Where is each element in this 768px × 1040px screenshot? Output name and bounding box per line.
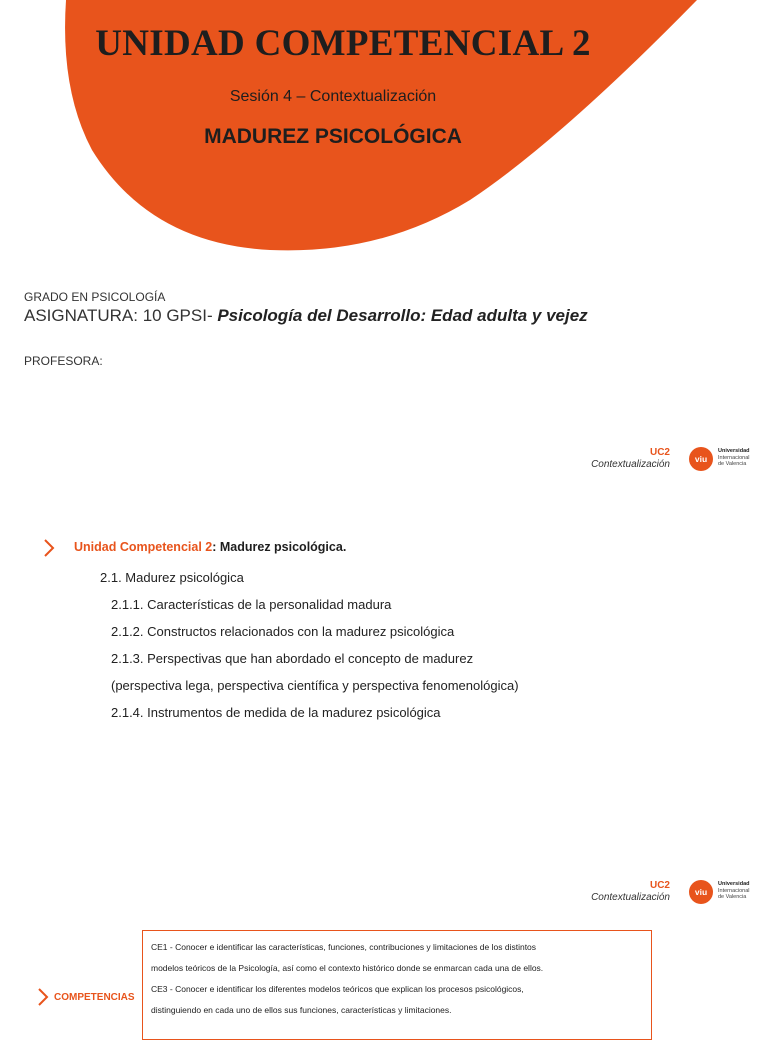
subject-course: Psicología del Desarrollo: Edad adulta y vejez <box>217 306 588 325</box>
contents-heading-title: : Madurez psicológica. <box>212 540 347 554</box>
logo-line-3: de Valencia <box>718 894 747 900</box>
slide-section: Contextualización <box>591 892 670 903</box>
logo-line-1: Universidad <box>718 881 750 887</box>
logo-line-1: Universidad <box>718 448 750 454</box>
slide-header <box>591 880 670 903</box>
contents-slide <box>0 430 768 850</box>
subject-prefix: ASIGNATURA: 10 GPSI- <box>24 306 218 325</box>
topic-title: MADUREZ PSICOLÓGICA <box>204 125 462 148</box>
competencia-line: modelos teóricos de la Psicología, así como el contexto histórico donde se enmarcan cada una de ellos. <box>151 963 544 973</box>
logo-line-3: de Valencia <box>718 461 747 467</box>
slide-unit: UC2 <box>649 447 670 458</box>
viu-logo-mark: viu <box>689 880 713 904</box>
contents-item: (perspectiva lega, perspectiva científica y perspectiva fenomenológica) <box>111 678 519 693</box>
competencia-line: distinguiendo en cada uno de ellos sus funciones, características y limitaciones. <box>151 1005 452 1015</box>
contents-item: 2.1.2. Constructos relacionados con la madurez psicológica <box>111 624 455 639</box>
contents-item: 2.1. Madurez psicológica <box>100 570 244 585</box>
contents-heading <box>74 540 346 554</box>
slide-header <box>591 447 670 470</box>
subject-line <box>24 306 588 326</box>
logo-line-2: Internacional <box>718 454 750 461</box>
degree-label: GRADO EN PSICOLOGÍA <box>24 290 166 304</box>
contents-item: 2.1.3. Perspectivas que han abordado el concepto de madurez <box>111 651 474 666</box>
cover-slide <box>0 0 768 430</box>
chevron-right-icon <box>36 987 50 1007</box>
teacher-label: PROFESORA: <box>24 354 103 368</box>
competencia-line: CE1 - Conocer e identificar las características, funciones, contribuciones y limitaciones de los distintos <box>151 942 537 952</box>
chevron-right-icon <box>42 538 56 558</box>
contents-heading-unit: Unidad Competencial 2 <box>74 540 213 554</box>
contents-item: 2.1.1. Características de la personalidad madura <box>111 597 392 612</box>
viu-logo-mark: viu <box>689 447 713 471</box>
session-subtitle: Sesión 4 – Contextualización <box>229 88 437 105</box>
slide-unit: UC2 <box>649 880 670 891</box>
unit-title: UNIDAD COMPETENCIAL 2 <box>95 23 591 64</box>
contents-item: 2.1.4. Instrumentos de medida de la madurez psicológica <box>111 705 441 720</box>
slide-section: Contextualización <box>591 459 670 470</box>
logo-line-2: Internacional <box>718 887 750 894</box>
competencia-line: CE3 - Conocer e identificar los diferentes modelos teóricos que explican los procesos psicológicos, <box>151 984 524 994</box>
competencias-label: COMPETENCIAS <box>54 992 135 1003</box>
